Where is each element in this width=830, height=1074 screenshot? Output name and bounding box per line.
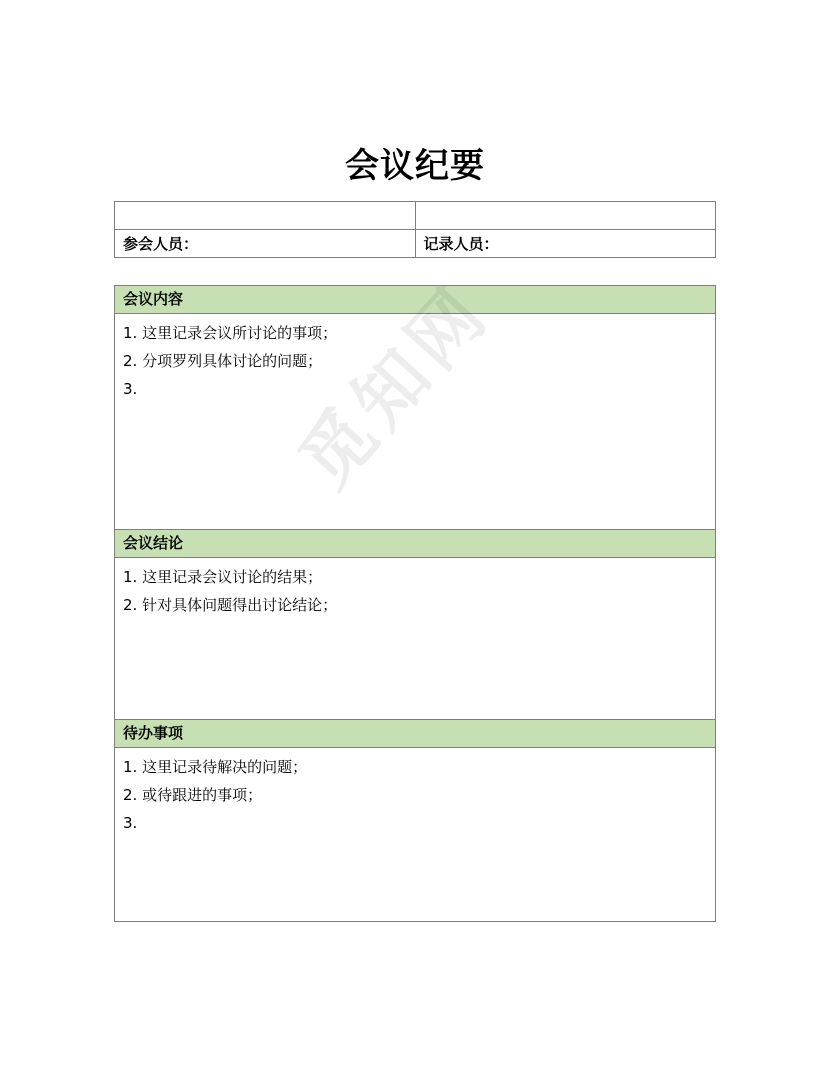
watermark: 觅知网 xyxy=(282,268,506,504)
list-item: 2. 或待跟进的事项； xyxy=(123,786,263,804)
meeting-conclusion-section xyxy=(114,529,716,720)
meeting-content-heading: 会议内容 xyxy=(115,286,715,314)
attendees-label: 参会人员： xyxy=(115,230,416,258)
info-cell-blank-left[interactable] xyxy=(115,202,416,230)
meeting-info-table xyxy=(114,201,716,258)
meeting-conclusion-heading: 会议结论 xyxy=(115,530,715,558)
meeting-conclusion-body[interactable] xyxy=(115,558,715,619)
list-item: 2. 分项罗列具体讨论的问题； xyxy=(123,352,323,370)
page-title: 会议纪要 xyxy=(345,146,485,186)
list-item: 1. 这里记录会议讨论的结果； xyxy=(123,568,323,586)
list-item: 1. 这里记录待解决的问题； xyxy=(123,758,308,776)
todo-body[interactable] xyxy=(115,748,715,837)
info-row-people xyxy=(115,230,716,258)
todo-heading: 待办事项 xyxy=(115,720,715,748)
meeting-content-body[interactable] xyxy=(115,314,715,403)
list-item: 2. 针对具体问题得出讨论结论； xyxy=(123,596,338,614)
todo-section xyxy=(114,719,716,922)
meeting-content-section xyxy=(114,285,716,530)
list-item: 3. xyxy=(123,380,138,398)
recorder-label: 记录人员： xyxy=(415,230,716,258)
list-item: 3. xyxy=(123,814,138,832)
info-row-blank xyxy=(115,202,716,230)
list-item: 1. 这里记录会议所讨论的事项； xyxy=(123,324,338,342)
info-cell-blank-right[interactable] xyxy=(415,202,716,230)
